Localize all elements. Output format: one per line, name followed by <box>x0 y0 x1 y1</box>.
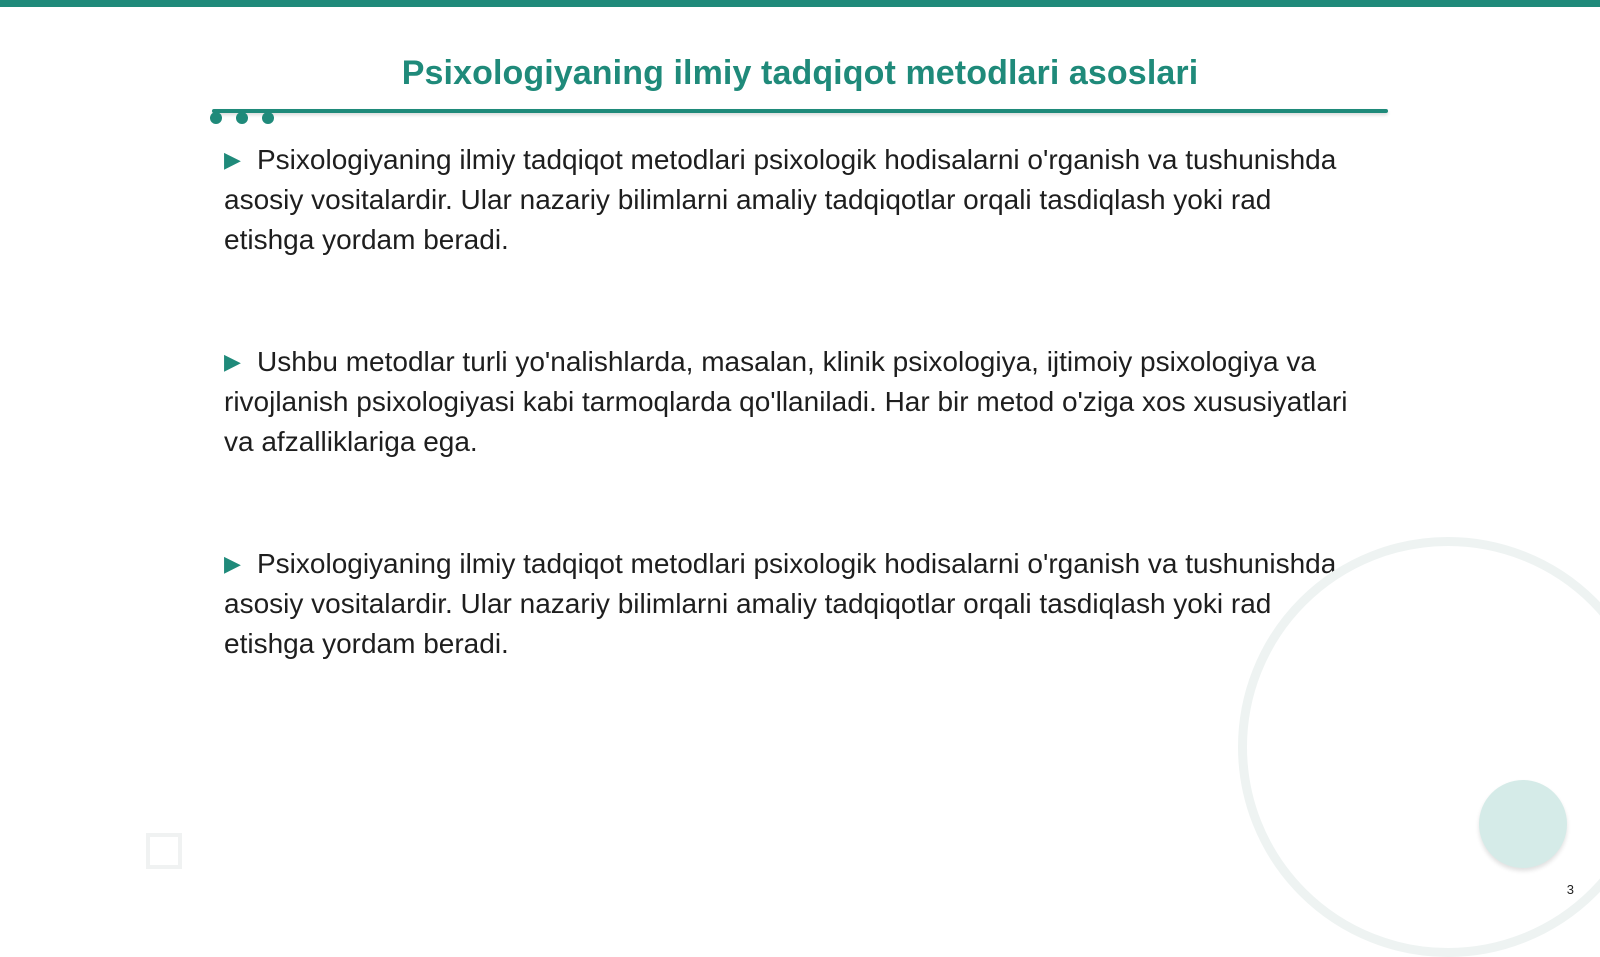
title-underline <box>212 109 1388 113</box>
bullet-item <box>224 544 1354 664</box>
bullet-text: Psixologiyaning ilmiy tadqiqot metodlari psixologik hodisalarni o'rganish va tushunishda asosiy vositalardir. Ular nazariy bilimlarni amaliy tadqiqotlar orqali tasdiqlash yoki rad etishga yordam beradi. <box>224 548 1337 659</box>
triangle-bullet-icon: ▶ <box>224 551 241 576</box>
page-number: 3 <box>1566 882 1574 897</box>
bullet-text: Ushbu metodlar turli yo'nalishlarda, masalan, klinik psixologiya, ijtimoiy psixologiya va rivojlanish psixologiyasi kabi tarmoqlarda qo'llaniladi. Har bir metod o'ziga xos xususiyatlari va afzalliklariga ega. <box>224 346 1348 457</box>
triangle-bullet-icon: ▶ <box>224 147 241 172</box>
bullet-item <box>224 342 1354 462</box>
slide-title: Psixologiyaning ilmiy tadqiqot metodlari asoslari <box>401 54 1199 92</box>
slide-content <box>224 140 1354 746</box>
triangle-bullet-icon: ▶ <box>224 349 241 374</box>
decorative-circle <box>1479 780 1567 868</box>
decorative-dot-1 <box>210 112 222 124</box>
bullet-text: Psixologiyaning ilmiy tadqiqot metodlari psixologik hodisalarni o'rganish va tushunishda asosiy vositalardir. Ular nazariy bilimlarni amaliy tadqiqotlar orqali tasdiqlash yoki rad etishga yordam beradi. <box>224 144 1337 255</box>
decorative-square <box>146 833 182 869</box>
decorative-dot-2 <box>236 112 248 124</box>
top-accent-bar <box>0 0 1600 7</box>
bullet-item <box>224 140 1354 260</box>
decorative-dot-3 <box>262 112 274 124</box>
